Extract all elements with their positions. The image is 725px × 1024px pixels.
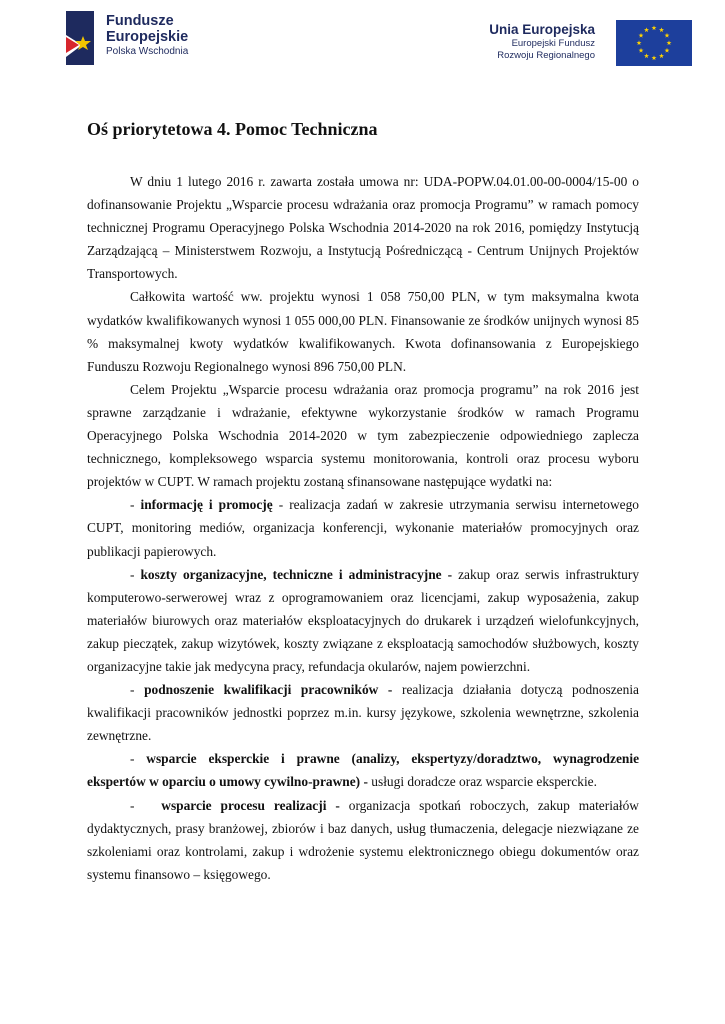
eu-flag-icon xyxy=(616,20,692,66)
expense-item-heading: podnoszenie kwalifikacji pracowników - xyxy=(144,682,393,698)
fe-logo-line2: Europejskie xyxy=(106,29,189,45)
page-header xyxy=(0,0,725,80)
expense-item-heading: wsparcie eksperckie i prawne (analizy, ekspertyzy/doradztwo, wynagrodzenie ekspertów w oparciu o umowy cywilno-prawne) - xyxy=(87,751,640,790)
expense-item-heading: wsparcie procesu realizacji - xyxy=(161,797,340,813)
paragraph-agreement: W dniu 1 lutego 2016 r. zawarta została umowa nr: UDA-POPW.04.01.00-00-0004/15-00 o dofinansowanie Projektu „Wsparcie procesu wdrażania oraz promocja Programu” w ramach pomocy technicznej Programu Operacyjnego Polska Wschodnia 2014-2020 na rok 2016, pomiędzy Instytucją Zarządzającą – Ministerstwem Rozwoju, a Instytucją Pośredniczącą - Centrum Unijnych Projektów Transportowych. xyxy=(87,174,639,282)
fundusze-europejskie-emblem-icon xyxy=(66,11,96,65)
document-title: Oś priorytetowa 4. Pomoc Techniczna xyxy=(87,119,378,139)
paragraph-project-goal: Celem Projektu „Wsparcie procesu wdrażania oraz promocja programu” na rok 2016 jest sprawne zarządzanie i wdrażanie, efektywne wykorzystanie środków w ramach Programu Operacyjnego Polska Wschodnia 2014-2020 w tym zabezpieczenie odpowiedniego zaplecza technicznego, kompleksowego wsparcia systemu monitorowania, kontroli oraz procesu wyboru projektów w CUPT. W ramach projektu zostaną sfinansowane następujące wydatki na: xyxy=(87,381,639,490)
paragraph-project-value: Całkowita wartość ww. projektu wynosi 1 058 750,00 PLN, w tym maksymalna kwota wydatków kwalifikowanych wynosi 1 055 000,00 PLN. Finansowanie ze środków unijnych wynosi 85 % maksymalnej kwoty wydatków kwalifikowanych. Kwota dofinansowania z Europejskiego Funduszu Rozwoju Regionalnego wynosi 896 750,00 PLN. xyxy=(87,289,639,374)
expense-item: - wsparcie procesu realizacji - organizacja spotkań roboczych, zakup materiałów dydaktycznych, prasy branżowej, zbiorów i baz danych, usług tłumaczenia, delegacje niezwiązane ze szkoleniami oraz kontrolami, zakup i wdrożenie systemu elektronicznego obiegu dokumentów oraz systemu finansowo – księgowego. xyxy=(87,797,643,882)
expense-item: - wsparcie eksperckie i prawne (analizy, ekspertyzy/doradztwo, wynagrodzenie ekspertów w oparciu o umowy cywilno-prawne) - usługi doradcze oraz wsparcie eksperckie. xyxy=(87,751,640,790)
ue-logo-line3: Rozwoju Regionalnego xyxy=(497,49,595,61)
fe-logo-line1: Fundusze xyxy=(106,13,174,29)
ue-logo-line1: Unia Europejska xyxy=(489,22,595,37)
fe-logo-line3: Polska Wschodnia xyxy=(106,46,189,57)
expense-item-heading: koszty organizacyjne, techniczne i administracyjne - xyxy=(140,566,453,582)
expense-item: - koszty organizacyjne, techniczne i administracyjne - zakup oraz serwis infrastruktury komputerowo-serwerowej wraz z oprogramowaniem oraz licencjami, zakup wyposażenia, zakup materiałów biurowych oraz materiałów eksploatacyjnych do drukarek i urządzeń wielofunkcyjnych, zakup pieczątek, zakup wizytówek, koszty związane z eksploatacją samochodów służbowych, koszty organizacyjne takie jak medycyna pracy, refundacja okularów, najem powierzchni. xyxy=(87,566,640,674)
fundusze-europejskie-logo xyxy=(66,11,216,67)
unia-europejska-logo xyxy=(480,20,695,70)
expense-item: - podnoszenie kwalifikacji pracowników - realizacja działania dotyczą podnoszenia kwalifikacji pracowników jednostki poprzez m.in. kursy językowe, szkolenia wewnętrzne, szkolenia zewnętrzne. xyxy=(87,682,639,744)
expense-item: - informację i promocję - realizacja zadań w zakresie utrzymania serwisu internetowego CUPT, monitoring mediów, organizacja konferencji, wykonanie materiałów promocyjnych oraz publikacji papierowych. xyxy=(87,497,640,559)
expense-item-heading: informację i promocję xyxy=(140,497,273,513)
ue-logo-line2: Europejski Fundusz xyxy=(511,38,595,49)
document-body xyxy=(87,118,643,886)
